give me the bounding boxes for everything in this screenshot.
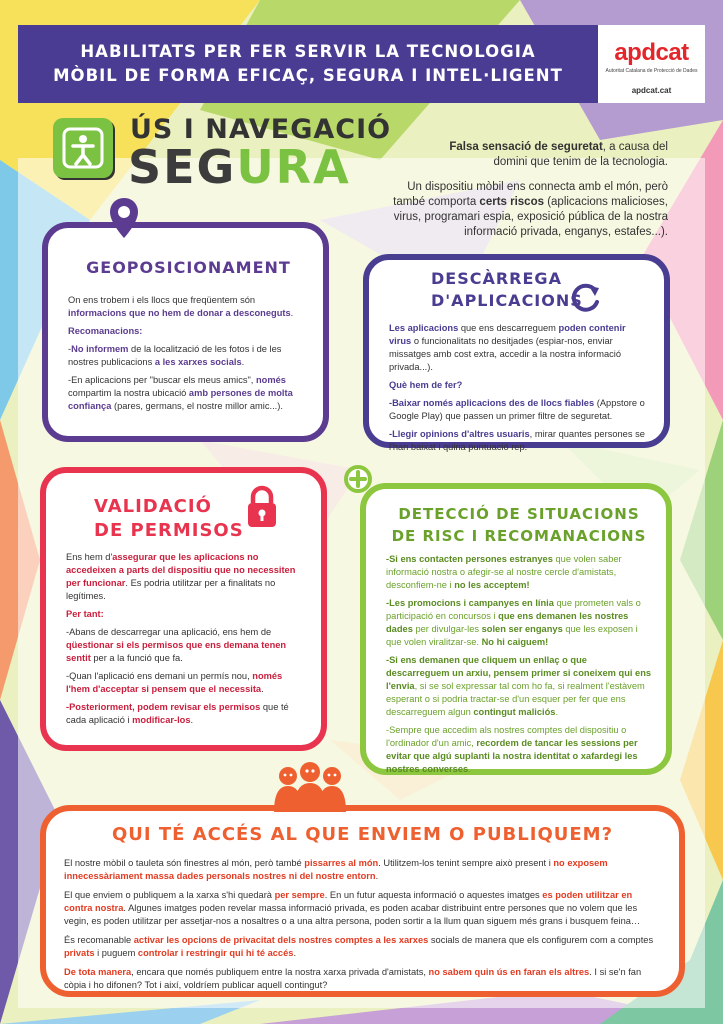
title-part: D'APLICACIONS [431,291,583,310]
bold-text: De tota manera [64,967,132,977]
bold-text: Les aplicacions [389,323,459,333]
bold-text: contingut maliciós [473,707,556,717]
geoposicionament-box [42,222,329,442]
text: . [555,707,559,717]
text: -Sempre que accedim als nostres comptes del dispositiu o l'ordinador d'un amic, [386,725,627,748]
det-paragraph [386,597,652,649]
descarrega-box [363,254,670,452]
geo-title: GEOPOSICIONAMENT [86,258,291,277]
bold-text: recordem de tancar les sessions per evitar que algú suplanti la nostra identitat o xafardegi les nostres converses [386,738,638,774]
bold-text: que ens demanen les nostres dades [386,611,629,634]
text: per a la funció que fa. [90,653,183,663]
text: i puguem [94,948,138,958]
title-seg: SEG [128,140,237,194]
bold-text: -Llegir opinions d'altres usuaris [389,429,530,439]
title-part: DESCÀRREGA [431,269,562,288]
bold-text: no les acceptem! [454,580,530,590]
desc-paragraph [389,322,650,374]
text: . I si se'n fan còpia i ho difonen? Tot i així, voldríem publicar aquell contingut? [64,967,642,990]
text: compartim la nostra ubicació [68,388,189,398]
geo-paragraph [68,294,309,320]
deteccio-box [360,483,672,775]
bold-text: per sempre [274,890,325,900]
bold-text: activar les opcions de privacitat dels nostres comptes a les xarxes [133,935,429,945]
perm-paragraph [66,551,307,603]
text: socials de manera que els configurem com a comptes [428,935,654,945]
bold-text: es poden utilitzar en contra nostra [64,890,633,913]
intro-text: Un dispositiu mòbil ens connecta amb el món, però també comporta [393,181,668,208]
text: . [375,871,379,881]
header-banner [18,25,598,103]
bold-text: amb persones de molta confiança [68,388,293,411]
bold-text: privats [64,948,95,958]
padlock-icon [245,485,279,529]
text: És recomanable [64,935,134,945]
text: -Quan l'aplicació ens demani un permís nou, [66,671,253,681]
qui-paragraph [64,857,661,883]
perm-paragraph [66,670,307,696]
qui-title: QUI TÉ ACCÉS AL QUE ENVIEM O PUBLIQUEM? [111,824,614,845]
text: . [190,715,194,725]
text: . [293,948,297,958]
header-line-1: HABILITATS PER FER SERVIR LA TECNOLOGIA [80,42,536,61]
text: , encara que només publiquem entre la nostra xarxa privada d'amistats, [131,967,429,977]
det-paragraph [386,724,652,776]
text: Ens hem d' [66,552,113,562]
text: . [261,684,264,694]
bold-text: no sabem quin ús en faran els altres [428,967,590,977]
people-icon [268,762,352,812]
text: (Appstore o Google Play) que passen un primer filtre de seguretat. [389,398,645,421]
title-part: DE PERMISOS [94,520,244,541]
det-title [386,503,652,547]
geo-rec-title [68,325,309,338]
title-part: DE RISC I RECOMANACIONS [391,527,647,545]
bold-text: a les xarxes socials [154,357,242,367]
text: de la localització de les fotos i de les nostres publicacions [68,344,282,367]
bold-text: Què hem de fer? [389,380,463,390]
text: o funcionalitats no desitjades (espiar-nos, enviar missatges amb cost extra, accedir a la nostra informació privada...). [389,336,621,372]
text: El que enviem o publiquem a la xarxa s'hi quedarà [64,890,275,900]
text: . [241,357,245,367]
bold-text: No hi caiguem! [481,637,549,647]
text: que les exposen i que volen viralitzar-se. [386,624,638,647]
desc-q-title [389,379,650,392]
text: . [468,764,471,774]
text: que prometen vals o participació en concursos i [386,598,641,621]
text: , si se sol expressar tal com ho fa, si realment l'estàvem esperant o si podria tractar-se d'un esquer per fer que ens descarreguem algun [386,681,645,717]
intro-text: , a causa del domini que tenim de la tecnologia. [493,141,668,168]
det-paragraph [386,654,652,719]
bold-text: -Si ens demanen que cliquem un enllaç o que descarreguem un arxiu, pensem primer si coneixem qui ens l'envia [386,655,652,691]
bold-text: -Baixar només aplicacions des de llocs fiables [389,398,595,408]
text: . [290,308,294,318]
text: que volen saber informació nostra o afegir-se al nostre cercle d'amistats, desconfiem-ne i [386,554,622,590]
perm-paragraph [66,626,307,665]
qui-paragraph [64,966,661,992]
perm-paragraph [66,701,307,727]
title-line-2 [128,140,351,194]
qui-te-acces-box [40,805,685,997]
intro-bold: Falsa sensació de seguretat [449,141,603,153]
bold-text: pissarres al món [304,858,379,868]
text: El nostre mòbil o tauleta són finestres al món, però també [64,858,305,868]
text: . Algunes imatges poden revelar massa informació privada, es poden acabar distribuint entre persones que no volem que les vegin, es poden utilitzar per assetjar-nos a nosaltres o a una altra persona, poden sortir a la llum quan siguem més grans i busquem feina… [64,903,641,926]
logo-name: apdcat [614,39,689,66]
desc-title [389,268,650,312]
intro-paragraph-2 [378,180,668,240]
text: que té cada aplicació i [66,702,289,725]
bold-text: només l'hem d'acceptar si pensem que el necessita [66,671,283,694]
intro-paragraph-1 [418,140,668,170]
text: -Abans de descarregar una aplicació, ens hem de [66,627,272,637]
desc-paragraph [389,428,650,454]
bold-text: modificar-los [132,715,191,725]
text: que ens descarreguem [458,323,559,333]
bold-text: controlar i restringir qui hi té accés [137,948,294,958]
bold-text: assegurar que les aplicacions no accedeixen a parts del dispositiu que no necessiten per funcionar [66,552,296,588]
text: On ens trobem i els llocs que freqüentem són [68,295,256,305]
perm-tant [66,608,307,621]
title-part: DETECCIÓ DE SITUACIONS [398,505,640,523]
text: . Es podria utilitzar per a finalitats no legítimes. [66,578,276,601]
title-line-1: ÚS I NAVEGACIÓ [130,114,392,145]
header-line-2: MÒBIL DE FORMA EFICAÇ, SEGURA I INTEL·LIGENT [53,66,563,85]
figure-icon [53,118,113,178]
bold-text: només [255,375,286,385]
text: . Utilitzem-los tenint sempre això present i [378,858,554,868]
bold-text: -Posteriorment, podem revisar els permisos [66,702,261,712]
text: . En un futur aquesta informació o aquestes imatges [324,890,543,900]
bold-text: poden contenir virus [389,323,626,346]
refresh-icon [569,282,605,314]
geo-paragraph [68,374,309,413]
bold-text: Recomanacions: [68,326,143,336]
desc-paragraph [389,397,650,423]
text: per divulgar-les [412,624,482,634]
logo-subtitle: Autoritat Catalana de Protecció de Dades [605,68,698,74]
apdcat-logo [598,25,705,103]
bold-text: Per tant: [66,609,104,619]
title-part: VALIDACIÓ [94,496,212,517]
intro-bold: certs riscos [479,196,544,208]
text: - [68,344,72,354]
bold-text: No informem [71,344,129,354]
plus-icon [343,464,373,494]
permisos-box [40,467,327,751]
text: -En aplicacions per "buscar els meus amics", [68,375,256,385]
title-ura: URA [236,140,351,194]
text: (pares, germans, el nostre millor amic...). [111,401,283,411]
bold-text: no exposem innecessàriament massa dades personals nostres ni del nostre entorn [64,858,608,881]
bold-text: qüestionar si els permisos que ens demana tenen sentit [66,640,287,663]
bold-text: solen ser enganys [481,624,563,634]
qui-paragraph [64,889,661,928]
qui-paragraph [64,934,661,960]
bold-text: -Les promocions i campanyes en línia [386,598,554,608]
bold-text: -Si ens contacten persones estranyes [386,554,553,564]
logo-url: apdcat.cat [631,86,672,95]
text: , mirar quantes persones se l'han baixat i quina puntuació rep. [389,429,645,452]
intro-text: (aplicacions malicioses, virus, programari espia, exposició pública de la nostra informació privada, enganys, estafes...). [393,196,668,238]
location-pin-icon [108,196,140,240]
geo-paragraph [68,343,309,369]
bold-text: informacions que no hem de donar a desconeguts [68,308,291,318]
det-paragraph [386,553,652,592]
